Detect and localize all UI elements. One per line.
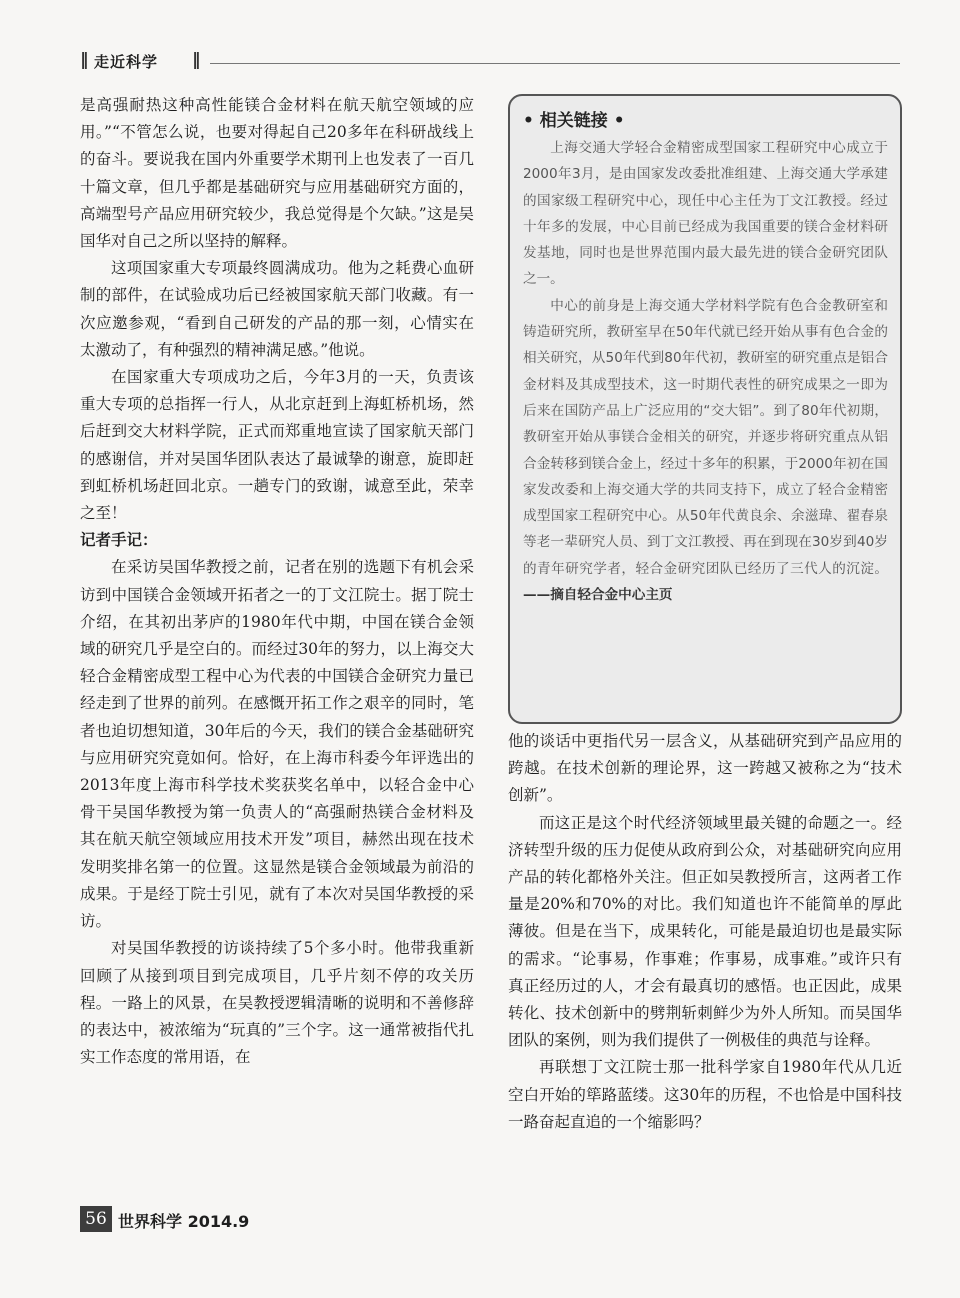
header-rule [210, 63, 900, 64]
header-bars-right: ‖ [192, 50, 201, 70]
body-paragraph: 是高强耐热这种高性能镁合金材料在航天航空领域的应用。”“不管怎么说，也要对得起自己20多年在科研战线上的奋斗。要说我在国内外重要学术期刊上也发表了一百几十篇文章，但几乎都是基础研究与应用基础研究方面的，高端型号产品应用研究较少，我总觉得是个欠缺。”这是吴国华对自己之所以坚持的解释。 [80, 96, 474, 251]
sidebar-paragraph: 上海交通大学轻合金精密成型国家工程研究中心成立于2000年3月，是由国家发改委批准组建、上海交通大学承建的国家级工程研究中心，现任中心主任为丁文江教授。经过十年多的发展，中心目前已经成为我国重要的镁合金材料研发基地，同时也是世界范围内最大最先进的镁合金研究团队之一。 [523, 140, 888, 288]
body-paragraph: 他的谈话中更指代另一层含义，从基础研究到产品应用的跨越。在技术创新的理论界，这一跨越又被称之为“技术创新”。 [508, 732, 902, 805]
body-paragraph: 这项国家重大专项最终圆满成功。他为之耗费心血研制的部件，在试验成功后已经被国家航天部门收藏。有一次应邀参观，“看到自己研发的产品的那一刻，心情实在太激动了，有种强烈的精神满足感。”他说。 [80, 259, 474, 359]
sidebar-paragraph [523, 293, 888, 609]
related-links-box [508, 94, 902, 724]
page-number: 56 [80, 1206, 112, 1232]
journal-issue: 世界科学 2014.9 [118, 1212, 250, 1231]
right-column [508, 728, 902, 1136]
header-bars-left: ‖ [80, 50, 89, 70]
page-header [80, 50, 900, 72]
related-links-title: • 相关链接 • [523, 111, 625, 131]
body-paragraph: 在国家重大专项成功之后，今年3月的一天，负责该重大专项的总指挥一行人，从北京赶到上海虹桥机场，然后赶到交大材料学院，正式而郑重地宣读了国家航天部门的感谢信，并对吴国华团队表达了最诚挚的谢意，旋即赶到虹桥机场赶回北京。一趟专门的致谢，诚意至此，荣幸之至！ [80, 368, 474, 523]
body-paragraph: 在采访吴国华教授之前，记者在别的选题下有机会采访到中国镁合金领域开拓者之一的丁文江院士。据丁院士介绍，在其初出茅庐的1980年代中期，中国在镁合金领域的研究几乎是空白的。而经过30年的努力，以上海交大轻合金精密成型工程中心为代表的中国镁合金研究力量已经走到了世界的前列。在感慨开拓工作之艰辛的同时，笔者也迫切想知道，30年后的今天，我们的镁合金基础研究与应用研究究竟如何。恰好，在上海市科委今年评选出的2013年度上海市科学技术奖获奖名单中，以轻合金中心骨干吴国华教授为第一负责人的“高强耐热镁合金材料及其在航天航空领域应用技术开发”项目，赫然出现在技术发明奖排名第一的位置。这显然是镁合金领域最为前沿的成果。于是经丁院士引见，就有了本次对吴国华教授的采访。 [80, 558, 474, 931]
body-paragraph: 对吴国华教授的访谈持续了5个多小时。他带我重新回顾了从接到项目到完成项目，几乎片刻不停的攻关历程。一路上的风景，在吴教授逻辑清晰的说明和不善修辞的表达中，被浓缩为“玩真的”三个字。这一通常被指代扎实工作态度的常用语，在 [80, 939, 474, 1067]
left-column [80, 92, 474, 1071]
reporter-notes-heading: 记者手记： [80, 531, 158, 550]
sidebar-paragraph-text: 中心的前身是上海交通大学材料学院有色合金教研室和铸造研究所，教研室早在50年代就已经开始从事有色合金的相关研究，从50年代到80年代初，教研室的研究重点是铝合金材料及其成型技术，这一时期代表性的研究成果之一即为后来在国防产品上广泛应用的“交大铝”。到了80年代初期，教研室开始从事镁合金相关的研究，并逐步将研究重点从铝合金转移到镁合金上，经过十多年的积累，于2000年初在国家发改委和上海交通大学的共同支持下，成立了轻合金精密成型国家工程研究中心。从50年代黄良余、余滋瑋、翟春泉等老一辈研究人员、到丁文江教授、再在到现在30岁到40岁的青年研究学者，轻合金研究团队已经历了三代人的沉淀。 [523, 297, 888, 577]
section-title: 走近科学 [94, 53, 159, 71]
body-paragraph: 而这正是这个时代经济领域里最关键的命题之一。经济转型升级的压力促使从政府到公众，对基础研究向应用产品的转化都格外关注。但正如吴教授所言，这两者工作量是20%和70%的对比。我们知道也许不能简单的厚此薄彼。但是在当下，成果转化，可能是最迫切也是最实际的需求。“论事易，作事难；作事易，成事难。”或许只有真正经历过的人，才会有最真切的感悟。也正因此，成果转化、技术创新中的劈荆斩刺鲜少为外人所知。而吴国华团队的案例，则为我们提供了一例极佳的典范与诠释。 [508, 813, 902, 1050]
body-paragraph: 再联想丁文江院士那一批科学家自1980年代从几近空白开始的筚路蓝缕。这30年的历程，不也恰是中国科技一路奋起直追的一个缩影吗？ [508, 1058, 902, 1131]
related-links-body [523, 135, 888, 608]
sidebar-source: ——摘自轻合金中心主页 [523, 587, 673, 604]
